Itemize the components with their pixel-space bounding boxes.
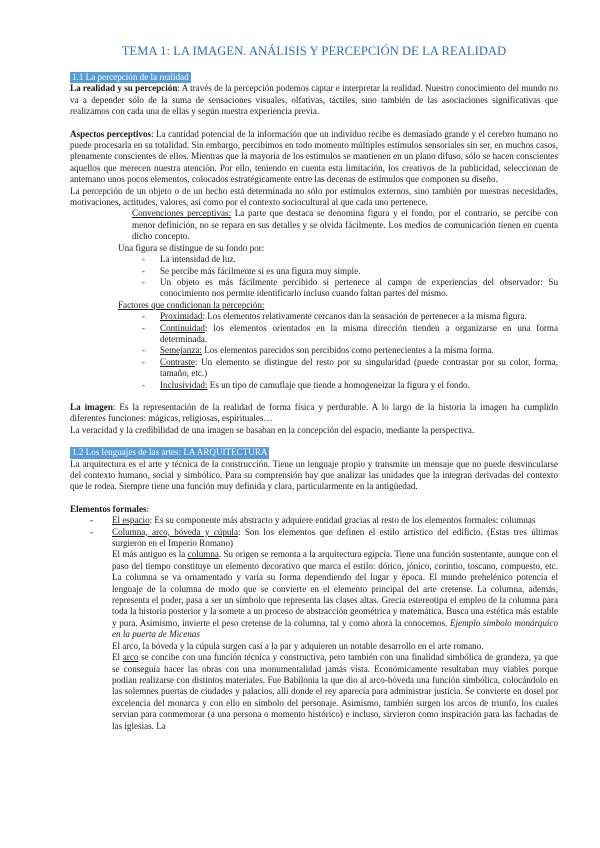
factors-label — [118, 300, 558, 311]
list-item: - Un objeto es más fácilmente percibido si pertenece al campo de experiencias del observador: Su conocimiento nos permite identificarlo incluso cuando faltan partes del mismo. — [142, 277, 558, 300]
element-text: : Es su componente más abstracto y adquiere entidad gracias al resto de los elementos formales: columnas — [149, 515, 536, 526]
section-1-heading: 1.1 La percepción de la realidad — [72, 72, 189, 82]
factor-term: Contraste — [160, 356, 195, 367]
paragraph-arco-boveda: El arco, la bóveda y la cúpula surgen casi a la par y adquieren un notable desarrollo en el arte romano. — [112, 640, 484, 651]
factor-term: Inclusividad: — [160, 379, 208, 390]
element-term: El espacio — [112, 515, 150, 526]
term-arco: arco — [122, 652, 139, 663]
factor-term: Semejanza: — [160, 345, 202, 356]
section-2 — [70, 447, 558, 732]
document-title: TEMA 1: LA IMAGEN. ANÁLISIS Y PERCEPCIÓN DE LA REALIDAD — [121, 44, 507, 58]
factor-text: : Un elemento se distingue del resto por su singularidad (puede contrastar por su color, forma, tamaño, etc.) — [160, 356, 558, 379]
list-item — [142, 357, 558, 380]
paragraph-convenciones-text: La parte que destaca se denomina figura y el fondo, por el contrario, se percibe con menor definición, no se repara en sus detalles y se olvida fácilmente. Los medios de comunicación tienen en cuenta dicho concepto. — [132, 208, 558, 242]
paragraph-determinada: La percepción de un objeto o de un hecho está determinada no sólo por estímulos externos, sino también por nuestras necesidades, motivaciones, actitudes, valores, así como por el contexto sociocultural al que cada uno pertenece. — [70, 185, 558, 208]
arco-text-a: El — [112, 652, 123, 663]
paragraph-arco — [112, 652, 558, 732]
paragraph-realidad — [70, 83, 558, 117]
list-item — [88, 527, 558, 550]
factor-text: : Los elementos relativamente cercanos dan la sensación de pertenecer a la misma figura. — [202, 311, 527, 322]
list-item — [88, 515, 558, 526]
factor-term: Proximidad — [160, 311, 203, 322]
list-item: - Se percibe más fácilmente si es una figura muy simple. — [142, 266, 558, 277]
columna-text-b: . Su origen se remonta a la arquitectura egipcia. Tiene una función sustentante, aunque con el paso del tiempo constituye un elemento decorativo que marca el estilo: dórico, jónico, corintio, toscano, compuesto, etc. La columna se va ornamentado y varía su forma dependiendo del lugar y época. El mundo prehelénico potencia el lenguaje de la columna de modo que se convierte en el elemento principal del arte cretense. La columna, además, representa el poder, pasa a ser un símbolo que representa las clases altas. Grecia estereotipa el empleo de la columna para toda la historia posterior y la somete a un proceso de abstracción geométrica y matemática. Busca una estética más estable y pura. Asimismo, invierte el peso cretense de la columna, tal y como ahora la conocemos. — [112, 549, 559, 628]
factor-term: Continuidad — [160, 322, 205, 333]
figure-list — [142, 254, 558, 300]
elementos-title-text: Elementos formales — [70, 503, 147, 514]
figure-intro: Una figura se distingue de su fondo por: — [118, 242, 265, 253]
paragraph-aspectos-text: : La cantidad potencial de la información que un individuo recibe es demasiado grande y el cerebro humano no puede procesarla en su totalidad. Sin embargo, percibimos en todo momento múltiples estímulos sensoriales sin ser, en muchos casos, plenamente conscientes de ellos. Mientras que la mayoría de los estímulos se mantienen en un plano difuso, sólo se hacen conscientes aquellos que merecen nuestra atención. Por ello, teniendo en cuenta esta limitación, los creativos de la publicidad, seleccionan de antemano unos pocos elementos, colocados estratégicamente entre las decenas de estímulos que componen su diseño. — [70, 128, 558, 185]
paragraph-imagen-text: : Es la representación de la realidad de forma física y perdurable. A lo largo de la historia la imagen ha cumplido diferentes funciones: mágicas, religiosas, espirituales… — [70, 401, 558, 424]
elementos-title — [70, 504, 558, 515]
section-2-heading: 1.2 Los lenguajes de las artes: LA ARQUITECTURA — [72, 447, 268, 458]
factors-label-text: Factores que condicionan la percepción: — [118, 299, 265, 310]
term-convenciones: Convenciones perceptivas: — [132, 208, 232, 219]
columna-example: Ejemplo símbolo monárquico en la puerta de Micenas — [112, 617, 559, 640]
list-item: - La intensidad de luz. — [142, 254, 558, 265]
elementos-list — [88, 515, 558, 549]
term-realidad: La realidad y su percepción — [70, 83, 178, 94]
factors-list — [142, 311, 558, 391]
paragraph-realidad-text: : A través de la percepción podemos captar e interpretar la realidad. Nuestro conocimiento del mundo no va a depender sólo de la suma de sensaciones visuales, olfativas, táctiles, sino también de las asociaciones significativas que realizamos con cada una de ellas y según nuestra experiencia previa. — [70, 83, 558, 117]
paragraph-veracidad: La veracidad y la credibilidad de una imagen se basaban en la concepción del espacio, mediante la perspectiva. — [70, 424, 475, 435]
list-item — [142, 323, 558, 346]
factor-text: : los elementos orientados en la misma dirección tienden a organizarse en una forma determinada. — [160, 322, 558, 344]
list-item — [142, 345, 558, 356]
term-columna: columna — [187, 549, 219, 560]
element-text: : Son los elementos que definen el estilo artístico del edificio. (Estas tres últimas surgieron en el Imperio Romano) — [112, 526, 558, 549]
paragraph-aspectos — [70, 129, 558, 186]
element-term: Columna, arco, bóveda y cúpula — [112, 526, 238, 537]
factor-text: Los elementos parecidos son percibidos como pertenecientes a la misma forma. — [201, 345, 494, 356]
arco-text-b: se concibe con una función técnica y constructiva, pero también con una finalidad simbólica de grandeza, ya que se conseguía hacer las obras con una monumentalidad jamás vista. Económicamente resultaban muy viables porque podían realizarse con distintos materiales. Fue Babilonia la que dio al arco-bóveda una función simbólica, colocándolo en las solemnes puertas de ciudades y palacios, allí donde el rey aparecía para administrar justicia. Se convierte en dosel por excelencia del monarca y con ello en símbolo del personaje. Asimismo, también surgen los arcos de triunfo, los cuales servían para conmemorar (a una persona o momento histórico) e incluso, sirvieron como inspiración para las fachadas de las iglesias. La — [112, 652, 559, 731]
paragraph-imagen — [70, 402, 558, 425]
list-item — [142, 380, 558, 391]
paragraph-columna — [112, 549, 558, 640]
term-aspectos: Aspectos perceptivos — [70, 128, 152, 139]
paragraph-arquitectura: La arquitectura es el arte y técnica de la construcción. Tiene un lenguaje propio y transmite un mensaje que no puede desvincularse del contexto humano, social y simbólico. Para su comprensión hay que analizar las unidades que la integran derivadas del contexto que le rodea. Siempre tiene una función muy definida y clara, particularmente en la antigüedad. — [70, 458, 558, 492]
factor-text: Es un tipo de camuflaje que tiende a homogeneizar la figura y el fondo. — [207, 379, 470, 390]
list-item — [142, 311, 558, 322]
term-imagen: La imagen — [70, 401, 113, 412]
paragraph-convenciones — [132, 208, 558, 242]
section-1 — [70, 72, 558, 436]
columna-text-a: El más antiguo es la — [112, 549, 188, 560]
elementos-title-colon: : — [146, 503, 150, 514]
